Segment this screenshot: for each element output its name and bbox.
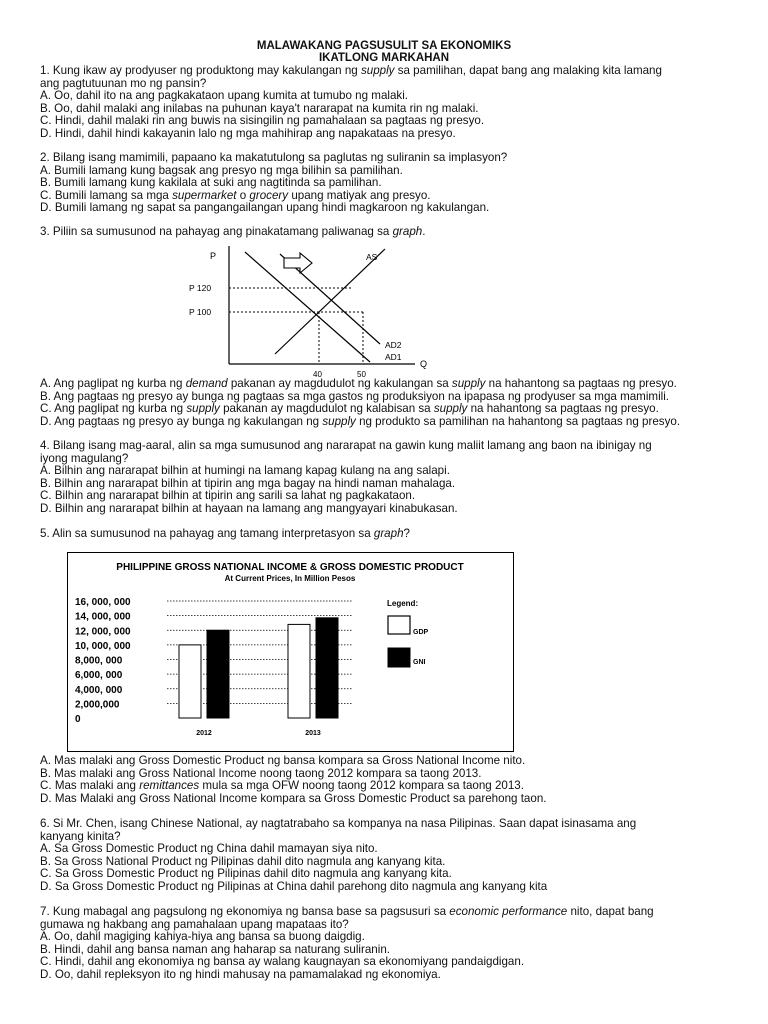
- question-2: [40, 152, 740, 215]
- question-1-option-b[interactable]: B. Oo, dahil malaki ang inilabas na puhunan kaya't nararapat na kumita rin ng malaki.: [40, 101, 479, 115]
- question-7-option-a[interactable]: A. Oo, dahil magiging kahiya-hiya ang bansa sa buong daigdig.: [40, 930, 365, 944]
- y-tick-label: 2,000,000: [75, 699, 120, 711]
- question-7-option-d[interactable]: D. Oo, dahil repleksyon ito ng hindi mahusay na pamamalakad ng ekonomiya.: [40, 967, 441, 981]
- as-label: AS: [366, 252, 378, 262]
- y-tick-label: 0: [75, 714, 81, 725]
- question-5-option-a[interactable]: A. Mas malaki ang Gross Domestic Product ng bansa kompara sa Gross National Income nito.: [40, 754, 526, 767]
- ad1-curve: [245, 252, 370, 362]
- x-axis-label: Q: [420, 359, 428, 369]
- x-tick-label-2013: 2013: [305, 730, 321, 737]
- legend-gni-swatch: [388, 648, 410, 667]
- price-label-100: P 100: [189, 307, 212, 317]
- question-1-option-d[interactable]: D. Hindi, dahil hindi kakayanin lalo ng mga mahihirap ang napakataas na presyo.: [40, 126, 456, 140]
- ad1-label: AD1: [385, 352, 402, 362]
- question-3-option-c[interactable]: C. Ang paglipat ng kurba ng supply pakanan ay magdudulot ng kalabisan sa supply na hahantong sa pagtaas ng presyo.: [40, 402, 659, 416]
- question-7-stem-cont: gumawa ng hakbang ang pamahalaan upang mapataas ito?: [40, 917, 349, 931]
- question-5-option-d[interactable]: D. Mas Malaki ang Gross National Income kompara sa Gross Domestic Product sa parehong taon.: [40, 791, 547, 805]
- question-1-stem-cont: ang pagtutuunan mo ng pansin?: [40, 76, 207, 90]
- question-3-option-b[interactable]: B. Ang pagtaas ng presyo ay bunga ng pagtaas sa mga gastos ng produksiyon na ipapasa ng prodyuser sa mga mamimili.: [40, 389, 670, 403]
- question-4-stem-cont: iyong magulang?: [40, 451, 129, 465]
- y-tick-label: 4,000, 000: [75, 684, 123, 696]
- chart-subtitle: At Current Prices, In Million Pesos: [224, 574, 356, 583]
- bar-gdp-2012: [179, 645, 201, 718]
- question-6-option-c[interactable]: C. Sa Gross Domestic Product ng Pilipinas dahil dito nagmula ang kanyang kita.: [40, 867, 452, 881]
- question-4-option-c[interactable]: C. Bilhin ang nararapat bilhin at tipirin ang sarili sa lahat ng pagkakataon.: [40, 489, 416, 503]
- y-tick-label: 12, 000, 000: [75, 626, 131, 638]
- question-2-option-c[interactable]: C. Bumili lamang sa mga supermarket o grocery upang matiyak ang presyo.: [40, 188, 431, 202]
- question-3-option-a[interactable]: A. Ang paglipat ng kurba ng demand pakanan ay magdudulot ng kakulangan sa supply na hahantong sa pagtaas ng presyo.: [40, 377, 677, 390]
- question-1-stem: 1. Kung ikaw ay prodyuser ng produktong may kakulangan ng supply sa pamilihan, dapat bang ang malaking kita lamang: [40, 64, 662, 77]
- question-5-option-c[interactable]: C. Mas malaki ang remittances mula sa mga OFW noong taong 2012 kompara sa taong 2013.: [40, 779, 524, 793]
- question-4-option-d[interactable]: D. Bilhin ang nararapat bilhin at hayaan na lamang ang mangyayari kinabukasan.: [40, 501, 458, 515]
- question-1-option-c[interactable]: C. Hindi, dahil malaki rin ang buwis na sisingilin ng pamahalaan sa pagtaas ng presyo.: [40, 114, 485, 128]
- bar-gni-2012: [207, 630, 229, 718]
- question-6: [40, 818, 740, 894]
- question-6-option-b[interactable]: B. Sa Gross National Product ng Pilipinas dahil dito nagmula ang kanyang kita.: [40, 854, 446, 868]
- legend-gdp-swatch: [388, 616, 410, 634]
- price-label-120: P 120: [189, 283, 212, 293]
- question-4-stem: 4. Bilang isang mag-aaral, alin sa mga sumusunod ang nararapat na gawin kung maliit lamang ang baon na ibinigay ng: [40, 439, 652, 452]
- question-3-option-d[interactable]: D. Ang pagtaas ng presyo ay bunga ng kakulangan ng supply ng produkto sa pamilihan na hahantong sa pagtaas ng presyo.: [40, 414, 681, 428]
- question-5-option-b[interactable]: B. Mas malaki ang Gross National Income noong taong 2012 kompara sa taong 2013.: [40, 766, 482, 780]
- ad2-label: AD2: [385, 340, 402, 350]
- question-3-stem: 3. Piliin sa sumusunod na pahayag ang pinakatamang paliwanag sa graph.: [40, 225, 426, 238]
- question-2-stem: 2. Bilang isang mamimili, papaano ka makatutulong sa paglutas ng suliranin sa implasyon?: [40, 151, 508, 164]
- question-2-option-d[interactable]: D. Bumili lamang ng sapat sa pangangailangan upang hindi magkaroon ng kakulangan.: [40, 201, 490, 215]
- question-5: [40, 528, 740, 541]
- y-axis-label: P: [210, 251, 217, 261]
- question-6-stem: 6. Si Mr. Chen, isang Chinese National, ay nagtatrabaho sa kompanya na nasa Pilipinas. Saan dapat isinasama ang: [40, 817, 637, 830]
- question-4: [40, 440, 740, 516]
- x-tick-label-2012: 2012: [196, 730, 212, 737]
- bar-gni-2013: [316, 618, 338, 718]
- question-6-option-a[interactable]: A. Sa Gross Domestic Product ng China dahil mamayan siya nito.: [40, 842, 378, 856]
- quantity-label-50: 50: [357, 370, 366, 379]
- y-tick-label: 16, 000, 000: [75, 597, 131, 608]
- question-4-option-b[interactable]: B. Bilhin ang nararapat bilhin at tipirin ang mga bagay na hindi naman mahalaga.: [40, 476, 456, 490]
- question-1-option-a[interactable]: A. Oo, dahil ito na ang pagkakataon upang kumita at tumubo ng malaki.: [40, 89, 409, 103]
- y-tick-label: 14, 000, 000: [75, 611, 131, 623]
- y-tick-label: 6,000, 000: [75, 670, 123, 682]
- question-2-option-b[interactable]: B. Bumili lamang kung kakilala at suki ang nagtitinda sa pamilihan.: [40, 176, 382, 190]
- question-5-stem: 5. Alin sa sumusunod na pahayag ang tamang interpretasyon sa graph?: [40, 527, 410, 540]
- y-tick-label: 8,000, 000: [75, 655, 123, 667]
- question-3-options: [40, 378, 740, 428]
- question-7: [40, 906, 740, 982]
- supply-demand-graph: [180, 244, 440, 380]
- y-tick-label: 10, 000, 000: [75, 640, 131, 652]
- bar-gdp-2013: [288, 624, 310, 718]
- question-6-stem-cont: kanyang kinita?: [40, 829, 121, 843]
- legend-gni-label: GNI: [413, 659, 426, 666]
- gdp-gni-chart: [67, 552, 514, 752]
- question-2-option-a[interactable]: A. Bumili lamang kung bagsak ang presyo ng mga bilihin sa pamilihan.: [40, 163, 403, 177]
- question-7-stem: 7. Kung mabagal ang pagsulong ng ekonomiya ng bansa base sa pagsusuri sa economic performance nito, dapat bang: [40, 905, 654, 918]
- question-6-option-d[interactable]: D. Sa Gross Domestic Product ng Pilipinas at China dahil parehong dito nagmula ang kanyang kita: [40, 879, 548, 893]
- chart-title: PHILIPPINE GROSS NATIONAL INCOME & GROSS DOMESTIC PRODUCT: [116, 562, 464, 573]
- exam-title: MALAWAKANG PAGSUSULIT SA EKONOMIKS: [256, 40, 512, 52]
- legend-title: Legend:: [387, 599, 419, 608]
- question-7-option-c[interactable]: C. Hindi, dahil ang ekonomiya ng bansa ay walang kaugnayan sa ekonomiyang pandaigdigan.: [40, 955, 525, 969]
- question-3: [40, 226, 740, 239]
- question-1: [40, 65, 740, 141]
- legend-gdp-label: GDP: [413, 629, 429, 636]
- question-7-option-b[interactable]: B. Hindi, dahil ang bansa naman ang haharap sa naturang suliranin.: [40, 942, 390, 956]
- exam-subtitle: IKATLONG MARKAHAN: [318, 52, 450, 64]
- question-4-option-a[interactable]: A. Bilhin ang nararapat bilhin at humingi na lamang kapag kulang na ang salapi.: [40, 464, 450, 478]
- quantity-label-40: 40: [313, 370, 322, 379]
- question-5-options: [40, 755, 740, 805]
